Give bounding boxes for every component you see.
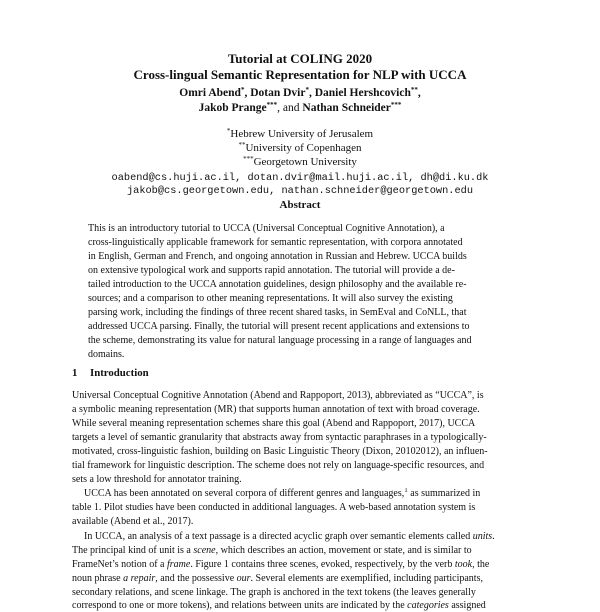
body-text: In UCCA, an analysis of a text passage is a directed acyclic graph over semantic elements called (84, 531, 473, 542)
author-name: Dotan Dvir (250, 87, 306, 99)
emphasis: our (236, 573, 251, 584)
affiliation-name: University of Copenhagen (245, 142, 362, 154)
author-name: Jakob Prange (198, 102, 267, 114)
affiliation-mark: ** (410, 86, 418, 94)
body-line (72, 559, 528, 571)
section-title: Introduction (90, 367, 149, 379)
emphasis: frame (166, 559, 191, 570)
affiliation-mark: * (240, 86, 245, 94)
body-text: , and the possessive (155, 573, 237, 584)
emphasis: a repair (123, 573, 156, 584)
abstract-line: parsing work, including the findings of three recent shared tasks, in SemEval and CoNLL, that (88, 307, 467, 318)
body-line: Universal Conceptual Cognitive Annotation (Abend and Rappoport, 2013), abbreviated as “UCCA”, is (72, 390, 484, 401)
body-line: targets a level of semantic granularity that abstracts away from syntactic paraphrases in a typologically- (72, 432, 487, 443)
abstract-line: on extensive typological work and supports rapid annotation. The tutorial will provide a de- (88, 265, 455, 276)
affiliation-name: Hebrew University of Jerusalem (230, 128, 374, 140)
body-text: correspond to one or more tokens), and relations between units are indicated by the (72, 600, 408, 611)
abstract-line: in English, German and French, and ongoing annotation in Russian and Hebrew. UCCA builds (88, 251, 467, 262)
author-list-line2 (0, 101, 600, 116)
affiliation (0, 128, 600, 141)
body-line (72, 531, 528, 543)
email-line: oabend@cs.huji.ac.il, dotan.dvir@mail.huji.ac.il, dh@di.ku.dk (111, 172, 489, 184)
body-line: sets a low threshold for annotator training. (72, 474, 242, 485)
emphasis: units (472, 531, 493, 542)
body-line (72, 488, 528, 500)
emphasis: categories (407, 600, 449, 611)
emphasis: took (454, 559, 473, 570)
affiliation-name: Georgetown University (253, 156, 357, 168)
affiliation-mark: *** (266, 101, 278, 109)
body-line: secondary relations, and scene linkage. The graph is anchored in the text tokens (the leaves generally (72, 587, 476, 598)
paper-title-line1: Tutorial at COLING 2020 (227, 51, 373, 66)
body-text: UCCA has been annotated on several corpora of different genres and languages, (84, 488, 405, 499)
abstract-line: the scheme, demonstrating its value for natural language processing in a range of languages and (88, 335, 472, 346)
body-line: tial framework for linguistic description. The scheme does not rely on language-specific resources, and (72, 460, 485, 471)
body-text: as summarized in (407, 488, 481, 499)
abstract-line: tailed introduction to the UCCA annotation guidelines, design philosophy and the available re- (88, 279, 467, 290)
abstract-line: domains. (88, 349, 125, 360)
body-text: , which describes an action, movement or state, and is similar to (215, 545, 472, 556)
paper-title-line2: Cross-lingual Semantic Representation for NLP with UCCA (133, 67, 467, 82)
affiliation (0, 156, 600, 169)
abstract-line: This is an introductory tutorial to UCCA (Universal Conceptual Cognitive Annotation), a (88, 223, 445, 234)
body-line (72, 573, 528, 585)
body-text: . (492, 531, 495, 542)
abstract-line: sources; and a comparison to other meaning representations. It will also survey the existing (88, 293, 453, 304)
abstract-line: addressed UCCA parsing. Finally, the tutorial will present recent applications and extensions to (88, 321, 470, 332)
body-text: The principal kind of unit is a (72, 545, 194, 556)
affiliation-mark: ** (238, 141, 246, 149)
body-text: assigned (448, 600, 486, 611)
body-text: . Several elements are exemplified, including participants, (250, 573, 483, 584)
section-number: 1 (72, 367, 78, 379)
affiliation (0, 142, 600, 155)
body-line: a symbolic meaning representation (MR) that supports human annotation of text with broad coverage. (72, 404, 480, 415)
section-heading (72, 367, 149, 380)
email-line: jakob@cs.georgetown.edu, nathan.schneider@georgetown.edu (126, 185, 474, 197)
affiliation-mark: *** (390, 101, 402, 109)
footnote-marker: 1 (404, 488, 408, 494)
body-line (72, 545, 528, 557)
body-line: motivated, cross-linguistic fashion, building on Basic Linguistic Theory (Dixon, 20102012), an influen- (72, 446, 488, 457)
affiliation-mark: * (305, 86, 309, 94)
body-text: , the (472, 559, 490, 570)
author-list-line1: Omri Abend*, Dotan Dvir*, Daniel Hershcovich**, (179, 86, 421, 99)
abstract-line: cross-linguistically applicable framework for semantic representation, with corpora annotated (88, 237, 463, 248)
body-line: table 1. Pilot studies have been conducted in additional languages. A web-based annotation system is (72, 502, 476, 513)
body-text: FrameNet’s notion of a (72, 559, 167, 570)
affiliation-mark: *** (243, 155, 254, 163)
body-text: noun phrase (72, 573, 124, 584)
author-conjunction: , and (277, 102, 303, 114)
author-name: Nathan Schneider (302, 102, 391, 114)
body-line: available (Abend et al., 2017). (72, 516, 194, 527)
abstract-heading: Abstract (279, 199, 321, 211)
author-name: Omri Abend (179, 87, 241, 99)
author-name: Daniel Hershcovich (314, 87, 411, 99)
affiliation-mark: * (226, 127, 231, 135)
emphasis: scene (193, 545, 216, 556)
body-text: . Figure 1 contains three scenes, evoked, respectively, by the verb (190, 559, 455, 570)
body-line: While several meaning representation schemes share this goal (Abend and Rappoport, 2017), UCCA (72, 418, 476, 429)
body-line (72, 600, 528, 612)
